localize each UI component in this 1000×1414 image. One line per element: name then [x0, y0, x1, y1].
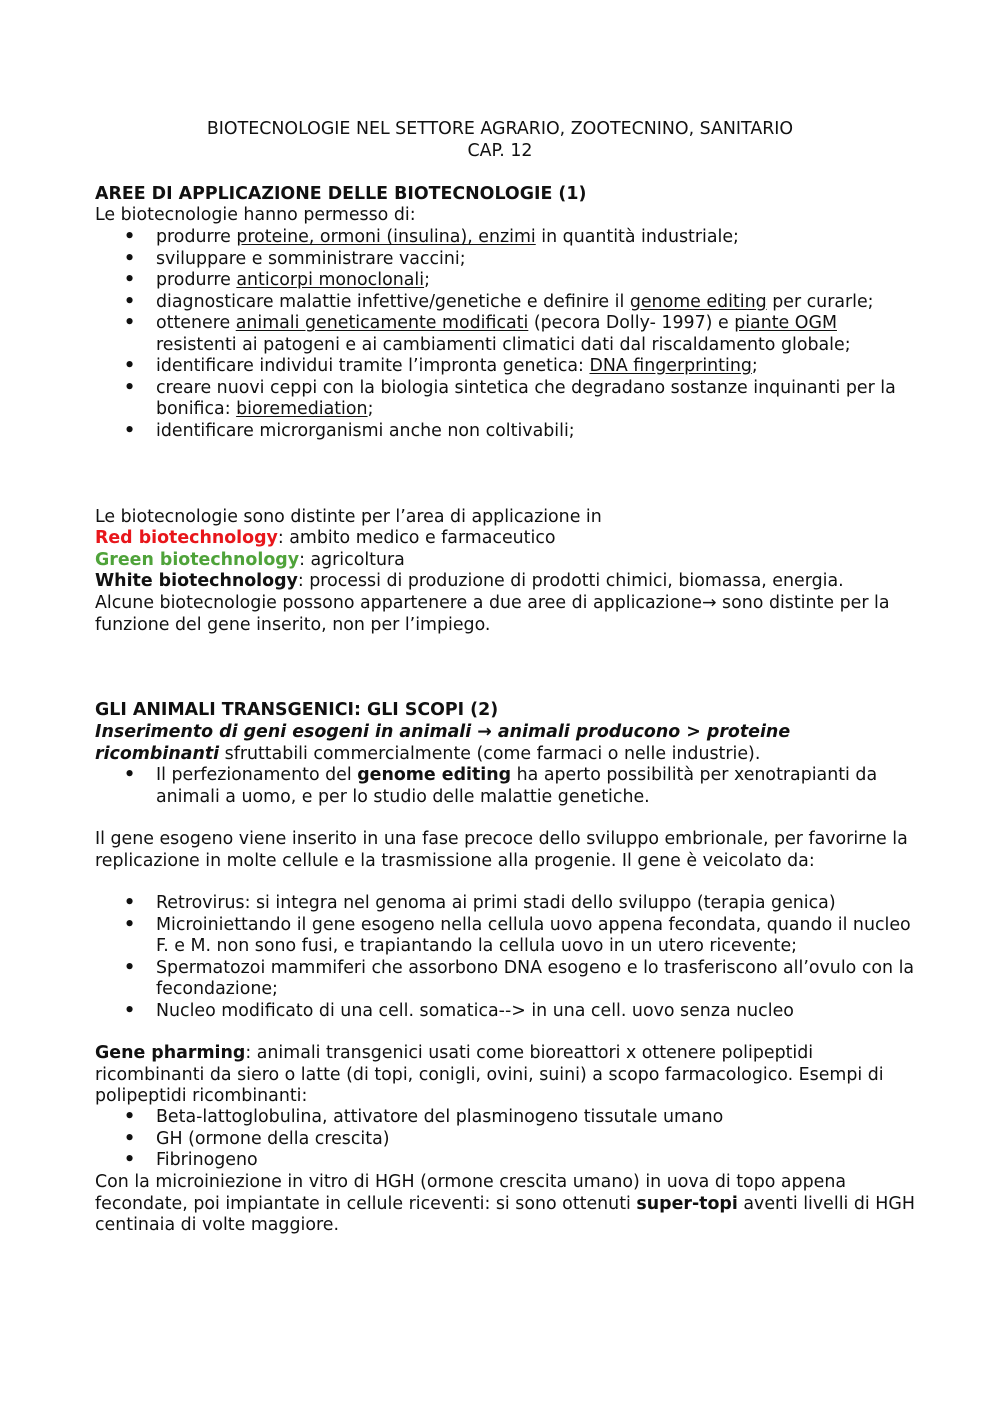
section-heading-animali: GLI ANIMALI TRANSGENICI: GLI SCOPI (2)	[95, 700, 499, 720]
areas-note: Alcune biotecnologie possono appartenere a due aree di applicazione→ sono distinte per la funzione del gene inserito, non per l’impiego.	[95, 593, 890, 635]
list-item: • identificare microrganismi anche non coltivabili;	[95, 421, 915, 443]
list-item: • Fibrinogeno	[95, 1150, 915, 1172]
red-biotech-line: Red biotechnology: ambito medico e farmaceutico	[95, 528, 556, 548]
gene-pharming-paragraph: Gene pharming: animali transgenici usati come bioreattori x ottenere polipeptidi ricombinanti da siero o latte (di topi, conigli, ovini, suini) a scopo farmacologico. Esempi di polipeptidi ricombinanti:	[95, 1043, 884, 1106]
list-item: • Beta-lattoglobulina, attivatore del plasminogeno tissutale umano	[95, 1107, 915, 1129]
white-biotech-label: White biotechnology	[95, 571, 298, 591]
section1-intro: Le biotecnologie hanno permesso di:	[95, 205, 416, 225]
list-item: • Retrovirus: si integra nel genoma ai primi stadi dello sviluppo (terapia genica)	[95, 893, 915, 915]
list-item: • Spermatozoi mammiferi che assorbono DNA esogeno e lo trasferiscono all’ovulo con la fecondazione;	[95, 958, 915, 1001]
list-item: • diagnosticare malattie infettive/genetiche e definire il genome editing per curarle;	[95, 292, 915, 314]
vector-methods-list	[95, 893, 915, 1022]
gene-pharming-label: Gene pharming	[95, 1043, 246, 1063]
polypeptide-examples-list	[95, 1107, 915, 1172]
genome-editing-list	[95, 765, 915, 808]
list-item: • ottenere animali geneticamente modificati (pecora Dolly- 1997) e piante OGM resistenti ai patogeni e ai cambiamenti climatici dati dal riscaldamento globale;	[95, 313, 915, 356]
super-mice-paragraph: Con la microiniezione in vitro di HGH (ormone crescita umano) in uova di topo appena fecondate, poi impiantate in cellule riceventi: si sono ottenuti super-topi aventi livelli di HGH centinaia di volte maggiore.	[95, 1172, 915, 1235]
applications-list	[95, 227, 915, 442]
chapter-label: CAP. 12	[467, 141, 533, 161]
list-item: • creare nuovi ceppi con la biologia sintetica che degradano sostanze inquinanti per la bonifica: bioremediation;	[95, 378, 915, 421]
list-item: • Il perfezionamento del genome editing ha aperto possibilità per xenotrapianti da animali a uomo, e per lo studio delle malattie genetiche.	[95, 765, 915, 808]
list-item: • sviluppare e somministrare vaccini;	[95, 249, 915, 271]
list-item: • GH (ormone della crescita)	[95, 1129, 915, 1151]
areas-intro: Le biotecnologie sono distinte per l’area di applicazione in	[95, 507, 602, 527]
list-item: • Microiniettando il gene esogeno nella cellula uovo appena fecondata, quando il nucleo F. e M. non sono fusi, e trapiantando la cellula uovo in un utero ricevente;	[95, 915, 915, 958]
list-item: • produrre anticorpi monoclonali;	[95, 270, 915, 292]
list-item: • Nucleo modificato di una cell. somatica--> in una cell. uovo senza nucleo	[95, 1001, 915, 1023]
list-item: • produrre proteine, ormoni (insulina), enzimi in quantità industriale;	[95, 227, 915, 249]
white-biotech-line: White biotechnology: processi di produzione di prodotti chimici, biomassa, energia.	[95, 571, 844, 591]
red-biotech-label: Red biotechnology	[95, 528, 278, 548]
document-title: BIOTECNOLOGIE NEL SETTORE AGRARIO, ZOOTECNINO, SANITARIO	[206, 119, 794, 139]
transgenic-lead: Inserimento di geni esogeni in animali → animali producono > proteine ricombinanti sfruttabili commercialmente (come farmaci o nelle industrie).	[95, 722, 791, 764]
list-item: • identificare individui tramite l’impronta genetica: DNA fingerprinting;	[95, 356, 915, 378]
section-heading-aree: AREE DI APPLICAZIONE DELLE BIOTECNOLOGIE (1)	[95, 184, 587, 204]
gene-insertion-paragraph: Il gene esogeno viene inserito in una fase precoce dello sviluppo embrionale, per favorirne la replicazione in molte cellule e la trasmissione alla progenie. Il gene è veicolato da:	[95, 829, 908, 871]
green-biotech-label: Green biotechnology	[95, 550, 300, 570]
green-biotech-line: Green biotechnology: agricoltura	[95, 550, 405, 570]
